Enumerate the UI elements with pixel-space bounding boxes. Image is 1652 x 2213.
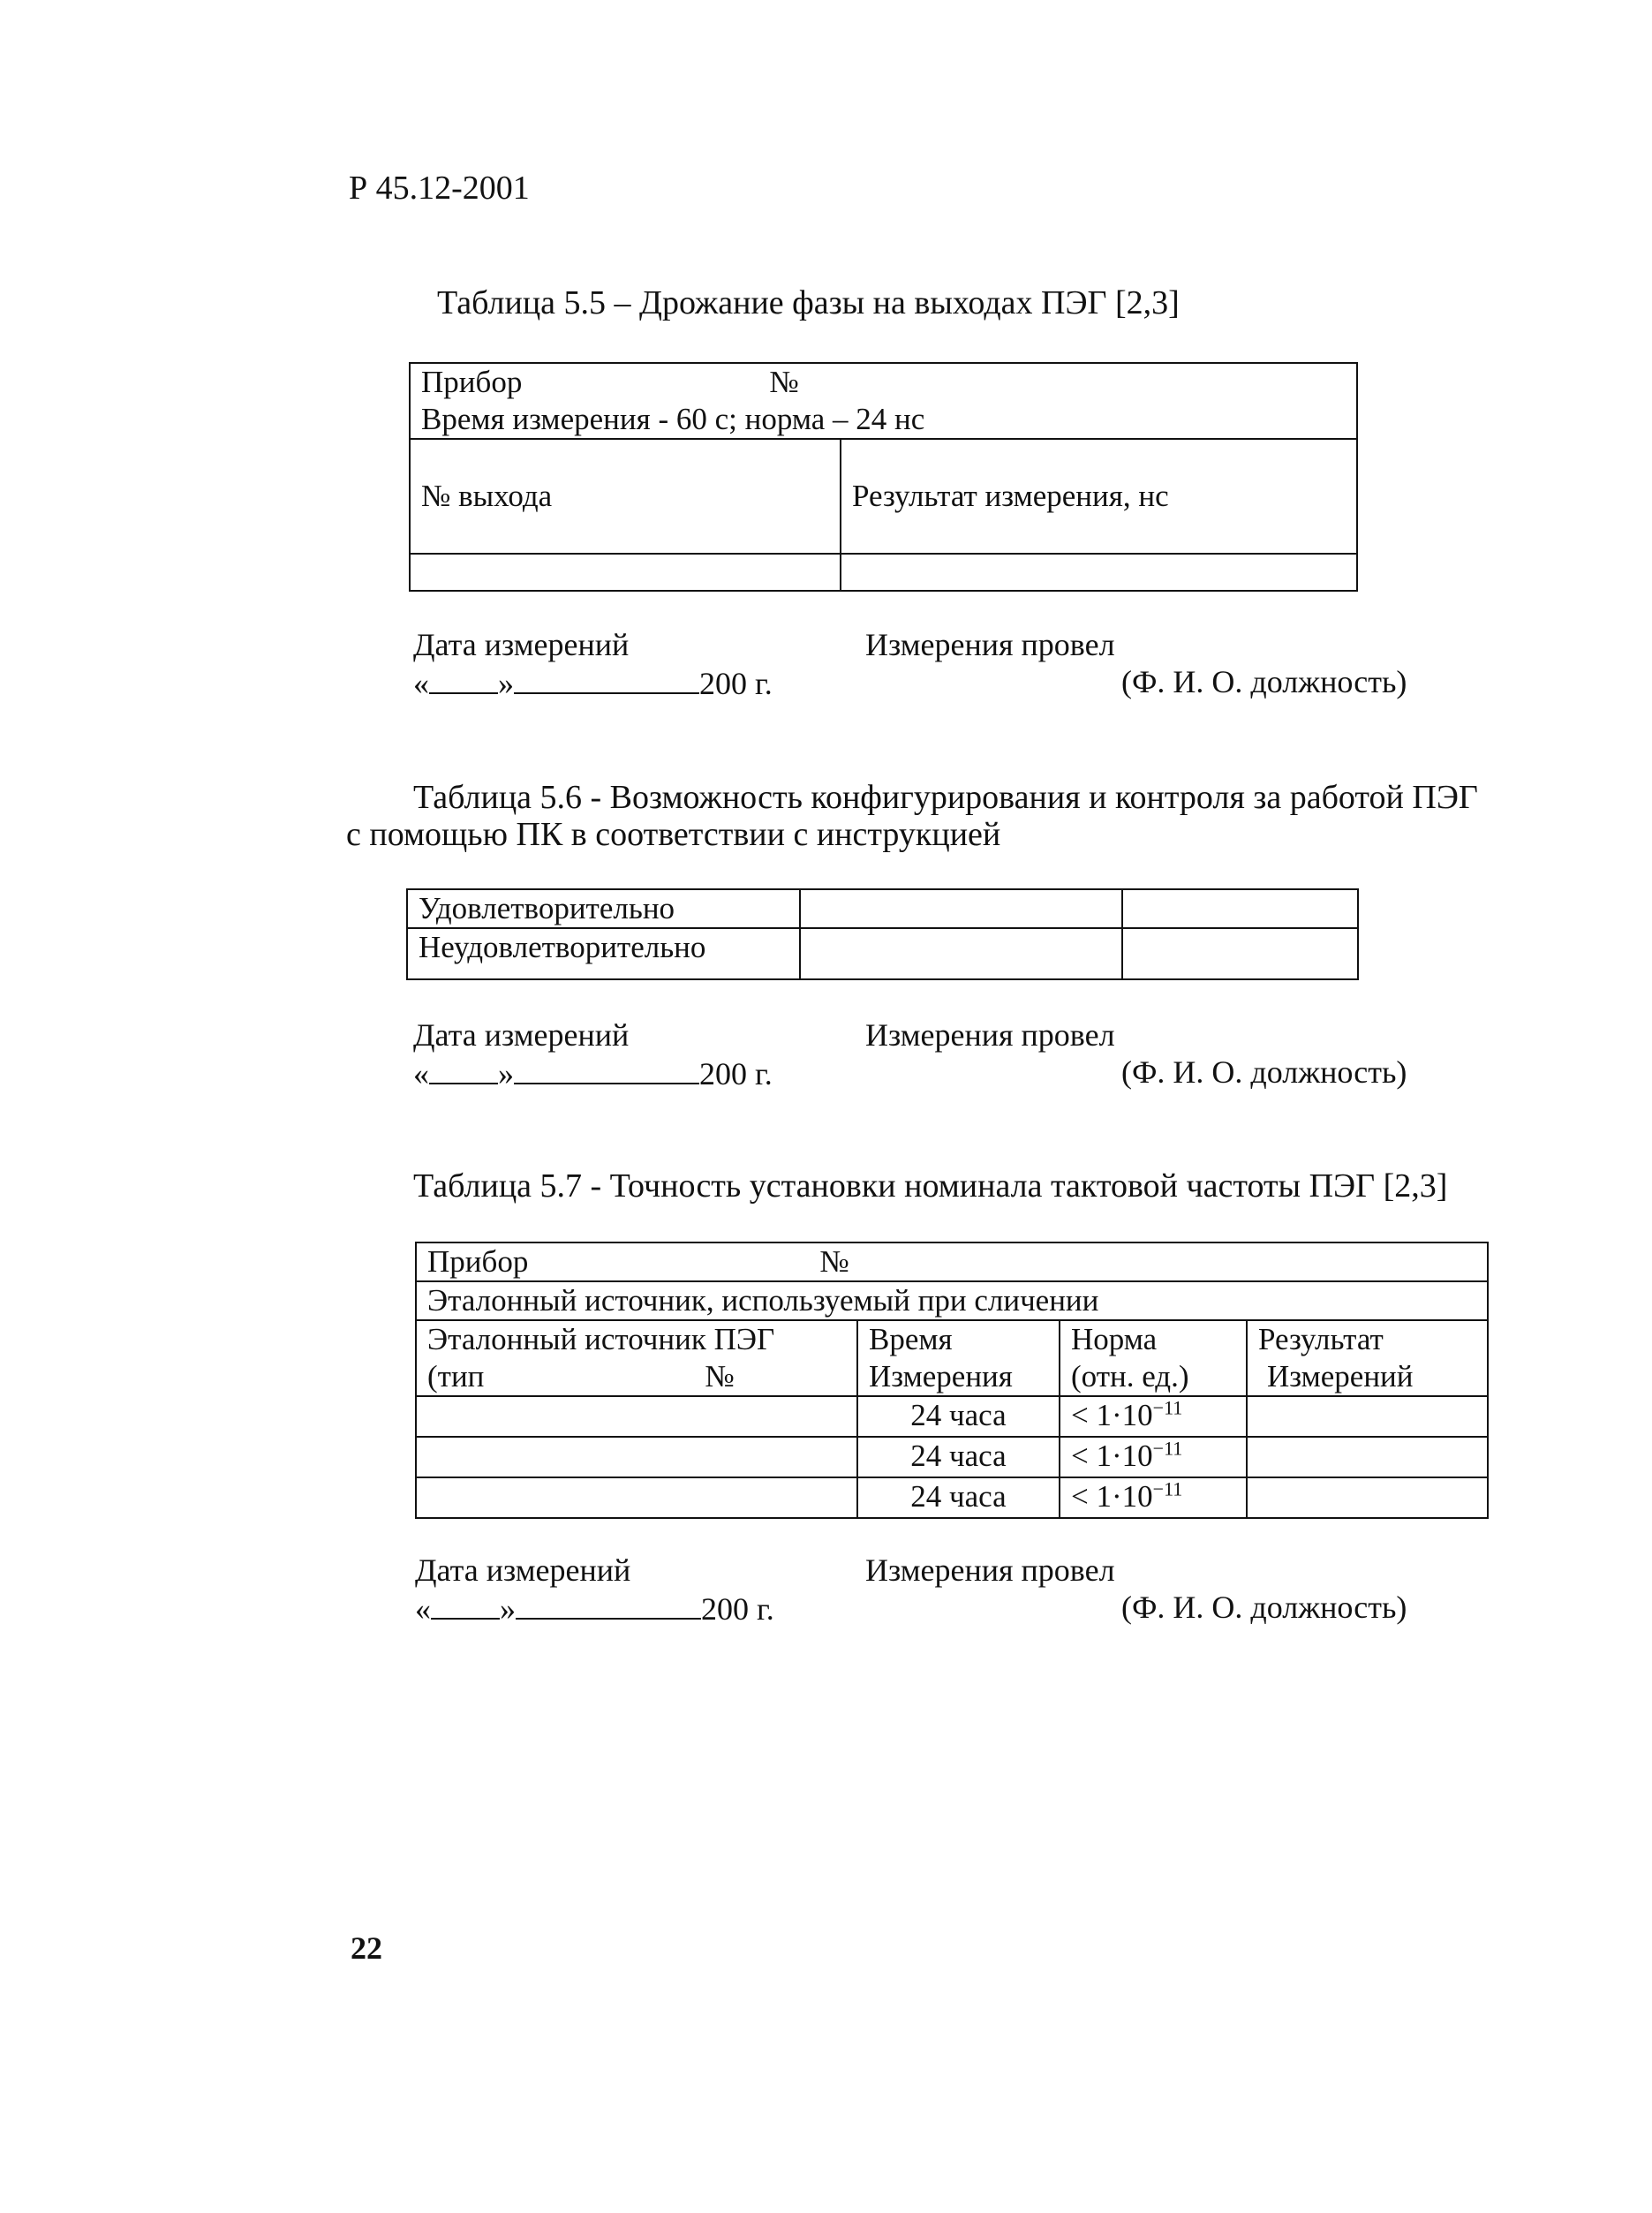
- role-label: (Ф. И. О. должность): [1121, 1590, 1407, 1625]
- output-number-header: № выхода: [410, 439, 841, 554]
- time-cell: 24 часа: [857, 1477, 1060, 1518]
- reference-source-cell[interactable]: [416, 1396, 857, 1437]
- reference-source-cell[interactable]: [416, 1437, 857, 1477]
- performed-by-label: Измерения провел: [865, 1552, 1115, 1588]
- table-5-7: [415, 1242, 1489, 1519]
- device-label: Прибор: [421, 365, 523, 399]
- device-row: Прибор №: [416, 1242, 1488, 1281]
- table-5-6-caption-line1: Таблица 5.6 - Возможность конфигурирования и контроля за работой ПЭГ: [413, 779, 1478, 816]
- table-5-5-caption: Таблица 5.5 – Дрожание фазы на выходах ПЭГ [2,3]: [437, 284, 1180, 321]
- norm-cell: < $1\cdot 10^{-11}$: [1060, 1477, 1247, 1518]
- satisfactory-label: Удовлетворительно: [407, 889, 800, 928]
- unsatisfactory-label: Неудовлетворительно: [407, 928, 800, 979]
- reference-source-header: Эталонный источник ПЭГ (тип №: [416, 1320, 857, 1396]
- table-5-5-header-cell: [410, 363, 1357, 439]
- date-label: Дата измерений: [415, 1552, 631, 1588]
- result-cell[interactable]: [1247, 1477, 1488, 1518]
- satisfactory-cell-1[interactable]: [800, 889, 1122, 928]
- table-5-7-caption: Таблица 5.7 - Точность установки номинала тактовой частоты ПЭГ [2,3]: [413, 1167, 1448, 1205]
- unsatisfactory-cell-2[interactable]: [1122, 928, 1358, 979]
- time-cell: 24 часа: [857, 1437, 1060, 1477]
- unsatisfactory-cell-1[interactable]: [800, 928, 1122, 979]
- norm-header: Норма (отн. ед.): [1060, 1320, 1247, 1396]
- output-number-cell[interactable]: [410, 554, 841, 591]
- result-header: Результат измерения, нс: [841, 439, 1357, 554]
- performed-by-label: Измерения провел: [865, 627, 1115, 662]
- time-header: Время Измерения: [857, 1320, 1060, 1396]
- date-label: Дата измерений: [413, 627, 630, 662]
- result-cell[interactable]: [841, 554, 1357, 591]
- result-cell[interactable]: [1247, 1396, 1488, 1437]
- satisfactory-cell-2[interactable]: [1122, 889, 1358, 928]
- role-label: (Ф. И. О. должность): [1121, 664, 1407, 699]
- time-cell: 24 часа: [857, 1396, 1060, 1437]
- date-line: « » 200 г.: [415, 1591, 774, 1627]
- performed-by-label: Измерения провел: [865, 1017, 1115, 1053]
- table-5-6: [406, 888, 1359, 980]
- result-header: Результат Измерений: [1247, 1320, 1488, 1396]
- table-5-5: [409, 362, 1358, 592]
- role-label: (Ф. И. О. должность): [1121, 1054, 1407, 1090]
- date-line: « » 200 г.: [413, 666, 773, 701]
- page-header: Р 45.12-2001: [349, 170, 530, 207]
- date-label: Дата измерений: [413, 1017, 630, 1053]
- device-number-label: №: [769, 365, 799, 399]
- result-cell[interactable]: [1247, 1437, 1488, 1477]
- norm-cell: < $1\cdot 10^{-11}$: [1060, 1396, 1247, 1437]
- reference-source-cell[interactable]: [416, 1477, 857, 1518]
- reference-source-row: Эталонный источник, используемый при сличении: [416, 1281, 1488, 1320]
- measurement-time-label: Время измерения - 60 с; норма – 24 нс: [421, 402, 925, 436]
- table-5-6-caption-line2: с помощью ПК в соответствии с инструкцией: [346, 816, 1001, 853]
- page-number: 22: [351, 1930, 382, 1966]
- norm-cell: < $1\cdot 10^{-11}$: [1060, 1437, 1247, 1477]
- date-line: « » 200 г.: [413, 1056, 773, 1091]
